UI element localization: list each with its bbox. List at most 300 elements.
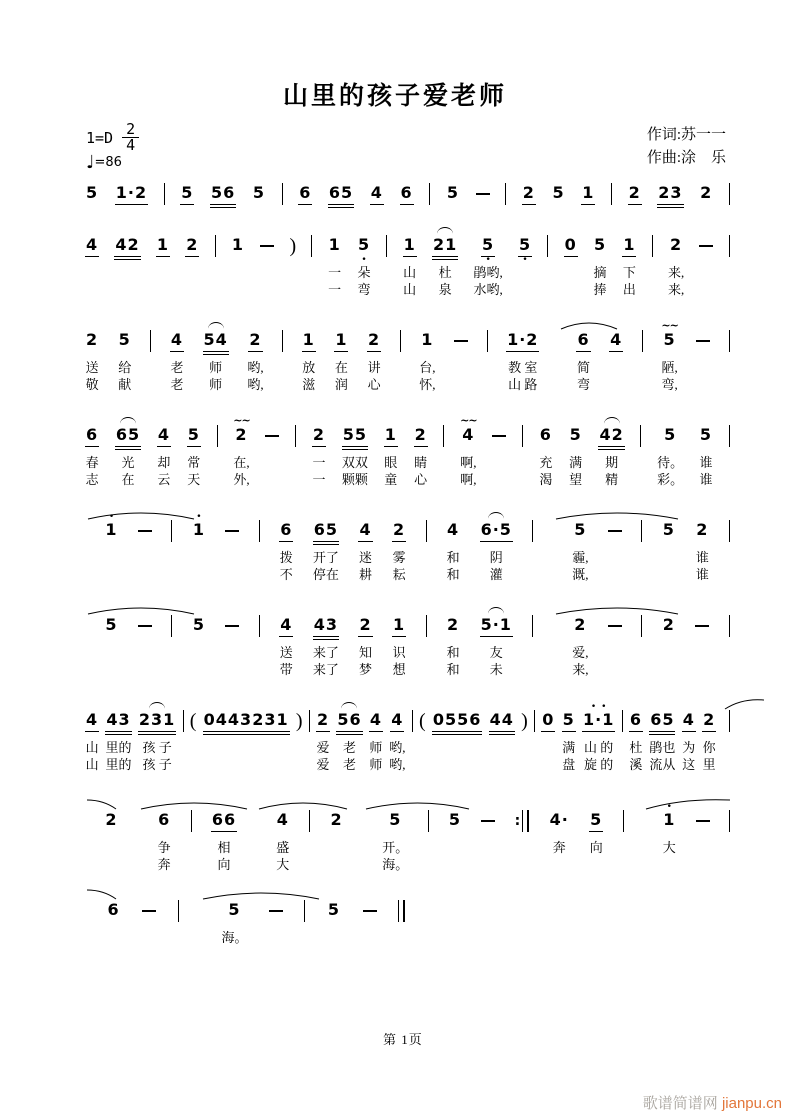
note-cell — [336, 697, 362, 773]
note-cell — [115, 412, 141, 488]
barline — [282, 330, 283, 352]
lyric-line1: 满 — [569, 455, 583, 470]
note-cell — [403, 222, 417, 298]
lyric-line2: 啊, — [460, 472, 477, 487]
note-cell — [489, 697, 515, 773]
lyric-line1: 简 — [577, 360, 591, 375]
note-cell — [203, 697, 290, 773]
lyric-line1: 杜 — [629, 740, 643, 755]
note-cell — [118, 317, 132, 393]
lyric-line1: 光 — [121, 455, 135, 470]
dash-cell — [481, 797, 495, 873]
note: 2 — [392, 521, 406, 542]
note-cell — [549, 797, 570, 873]
note-cell — [85, 412, 99, 488]
duration-dash — [454, 340, 468, 342]
duration-dash — [476, 193, 490, 195]
barline — [532, 520, 533, 542]
note-cell — [247, 317, 263, 393]
octave-dot-below: • — [485, 255, 491, 265]
lyric-line1: 山 — [85, 740, 99, 755]
score-system — [85, 887, 405, 963]
lyric-line1: 友 — [489, 645, 503, 660]
note: 2 — [185, 236, 199, 257]
note-cell — [313, 602, 339, 678]
note: 5 — [327, 900, 341, 919]
note-cell — [682, 697, 696, 773]
note-cell — [233, 412, 249, 488]
note-cell — [432, 222, 458, 298]
tie-arc — [488, 512, 504, 519]
note: 5 — [552, 183, 565, 202]
note: 2 — [358, 616, 372, 637]
barline — [429, 183, 430, 205]
note-cell — [170, 317, 184, 393]
score-system — [85, 222, 730, 298]
barline-cell — [547, 222, 548, 298]
lyric-line2: 山 — [85, 757, 99, 772]
lyric-line1: 奔 — [552, 840, 566, 855]
note: 6 — [298, 184, 312, 205]
barline — [259, 520, 260, 542]
lyric-line1: 鹃也 — [649, 740, 676, 755]
note-cell — [358, 507, 372, 583]
note: 23 — [657, 184, 683, 205]
note: 5 — [105, 615, 118, 634]
note: 1 — [334, 331, 348, 352]
barline — [426, 520, 427, 542]
barline — [729, 425, 730, 447]
lyric-line1: 下 — [622, 265, 636, 280]
duration-dash — [142, 910, 156, 912]
lyric-line2: 云 — [157, 472, 171, 487]
note: 2 — [522, 184, 536, 205]
lyric-line2: 灌 — [489, 567, 503, 582]
lyric-line1: 台, — [419, 360, 436, 375]
note: 43 — [105, 711, 131, 732]
barline — [171, 520, 172, 542]
barline-cell — [729, 317, 730, 393]
lyric-line2: 精 — [605, 472, 619, 487]
lyric-line2: 滋 — [302, 377, 316, 392]
barline — [309, 810, 310, 832]
barline — [623, 810, 624, 832]
parenthesis-cell — [190, 697, 197, 773]
tie-arc — [341, 702, 357, 709]
lyric-line2: 在 — [121, 472, 135, 487]
note: 1 — [302, 331, 316, 352]
barline-cell — [309, 697, 310, 773]
note-cell — [392, 602, 406, 678]
note: 6 — [539, 425, 552, 444]
lyric-line2: 谁 — [695, 567, 709, 582]
note: 1 — [105, 520, 118, 539]
lyric-line1: 山 — [403, 265, 417, 280]
lyric-line2: 梦 — [359, 662, 373, 677]
lyric-line2: 渴 — [539, 472, 553, 487]
lyric-line2: 水哟, — [473, 282, 503, 297]
barline — [304, 900, 305, 922]
lyric-line1: 啊, — [460, 455, 477, 470]
lyric-line2: 来, — [667, 282, 685, 297]
note: 6 — [158, 810, 171, 829]
lyric-line1: 朵 — [357, 265, 371, 280]
lyric-line1: 你 — [702, 740, 716, 755]
lyric-line1: 眼 — [384, 455, 398, 470]
duration-dash — [492, 435, 506, 437]
dash-cell — [696, 317, 710, 393]
lyric-line1: 争 — [157, 840, 171, 855]
final-barline — [398, 900, 405, 922]
note: 0556 — [432, 711, 483, 732]
barline-cell — [522, 412, 523, 488]
barline-cell — [623, 797, 624, 873]
note-cell — [539, 412, 553, 488]
note: 5 — [357, 235, 371, 254]
barline-cell — [217, 412, 218, 488]
watermark-site-link[interactable]: jianpu.cn — [721, 1095, 782, 1112]
note: 6 — [629, 711, 643, 732]
lyric-line2: 心 — [367, 377, 381, 392]
barline — [426, 615, 427, 637]
lyric-line1: 讲 — [367, 360, 381, 375]
trill-ornament-icon: ~~ — [460, 414, 477, 427]
barline — [178, 900, 179, 922]
barline-cell — [729, 602, 730, 678]
barline — [532, 615, 533, 637]
lyric-line2: 里 — [702, 757, 716, 772]
note: 4 — [370, 184, 384, 205]
duration-dash — [608, 530, 622, 532]
note-cell — [358, 602, 372, 678]
barline — [428, 810, 429, 832]
lyric-line1: 向 — [589, 840, 603, 855]
note: 43 — [313, 616, 339, 637]
lyric-line2: 心 — [414, 472, 428, 487]
song-title: 山里的孩子爱老师 — [282, 83, 507, 110]
lyric-line1: 开了 — [312, 550, 339, 565]
lyric-line2: 弯 — [357, 282, 371, 297]
note-cell — [85, 697, 99, 773]
note: 5 — [562, 711, 576, 732]
parenthesis: ) — [295, 710, 303, 732]
note: 4· — [549, 810, 569, 829]
tempo-value: =86 — [94, 155, 122, 170]
note: 231 — [138, 711, 176, 732]
note: 5 — [664, 425, 677, 444]
note: 6 — [107, 900, 120, 919]
note-cell — [312, 412, 326, 488]
lyric-line2: 盘 — [562, 757, 576, 772]
lyric-line2: 奔 — [157, 857, 171, 872]
dash-cell — [699, 222, 713, 298]
note-cell — [105, 697, 131, 773]
tie-arc — [149, 702, 165, 709]
key-signature — [86, 122, 139, 153]
note: 5 — [699, 425, 713, 444]
note: 21 — [432, 236, 458, 257]
barline — [183, 710, 184, 732]
barline-cell — [532, 507, 533, 583]
barline — [295, 425, 296, 447]
lyric-line1: 雾 — [392, 550, 406, 565]
note-cell — [389, 697, 405, 773]
note: 56 — [210, 184, 236, 205]
note: 5 — [180, 184, 194, 205]
note: 1 — [328, 235, 341, 254]
barline-cell — [532, 602, 533, 678]
lyric-line2: 旋 的 — [584, 757, 614, 772]
barline-cell — [183, 697, 184, 773]
barline — [282, 183, 283, 205]
lyric-line2: 未 — [489, 662, 503, 677]
lyric-line1: 为 — [682, 740, 696, 755]
note: 4 — [609, 331, 623, 352]
note: 4 — [358, 521, 372, 542]
lyric-line1: 阴 — [489, 550, 503, 565]
time-signature — [122, 122, 139, 153]
barline-cell — [487, 317, 488, 393]
note: 4 — [276, 810, 289, 829]
lyric-line1: 睛 — [414, 455, 428, 470]
barline — [729, 520, 730, 542]
lyric-line1: 一 — [328, 265, 342, 280]
note: 6 — [400, 184, 414, 205]
note: 65 — [649, 711, 675, 732]
duration-dash — [696, 340, 710, 342]
lyric-line2: 溉, — [572, 567, 589, 582]
lyric-line1: 送 — [279, 645, 293, 660]
note: 6·5 — [480, 521, 513, 542]
note: 54 — [203, 331, 229, 352]
note-cell — [313, 507, 339, 583]
duration-dash — [481, 820, 495, 822]
note: 5 — [574, 520, 587, 539]
note: 65 — [115, 426, 141, 447]
lyric-line1: 一 — [312, 455, 326, 470]
note: 5 — [663, 330, 676, 349]
note-cell — [85, 222, 99, 298]
note: 66 — [211, 811, 237, 832]
note: 2 — [86, 330, 99, 349]
note: 2 — [696, 520, 709, 539]
note: 2 — [662, 615, 675, 634]
octave-dot-below: • — [522, 255, 528, 265]
lyric-line1: 来了 — [312, 645, 339, 660]
final-bar-cell — [398, 887, 405, 963]
lyric-line2: 来了 — [312, 662, 339, 677]
note-cell — [419, 317, 435, 393]
note-cell — [138, 697, 176, 773]
note: 1 — [622, 236, 636, 257]
note: 2 — [670, 235, 683, 254]
lyric-line1: 老 — [170, 360, 184, 375]
page-number: 第 1页 — [383, 1032, 423, 1047]
score-system — [85, 507, 730, 583]
duration-dash — [695, 625, 709, 627]
duration-dash — [608, 625, 622, 627]
lyric-line1: 爱, — [572, 645, 589, 660]
duration-dash — [138, 530, 152, 532]
barline — [171, 615, 172, 637]
note: 4 — [369, 711, 383, 732]
lyric-line1: 盛 — [276, 840, 290, 855]
lyric-line1: 教 室 — [508, 360, 538, 375]
lyric-line1: 霾, — [572, 550, 589, 565]
quarter-note-icon: ♩ — [86, 152, 95, 173]
barline — [400, 330, 401, 352]
dash-cell — [225, 602, 239, 678]
note-cell — [506, 317, 539, 393]
lyric-line2: 耕 — [359, 567, 373, 582]
note: 4 — [279, 616, 293, 637]
barline-cell — [426, 507, 427, 583]
lyric-line2: 老 — [342, 757, 356, 772]
note-cell — [334, 317, 348, 393]
barline-cell — [282, 317, 283, 393]
lyric-line2: 一 — [328, 282, 342, 297]
note-cell — [473, 222, 502, 298]
lyric-line1: 开。 — [382, 840, 409, 855]
note-cell — [562, 697, 576, 773]
note: 2 — [235, 425, 248, 444]
note: 5 — [446, 183, 459, 202]
lyric-line2: 爱 — [316, 757, 330, 772]
lyric-line1: 老 — [342, 740, 356, 755]
note-cell — [185, 222, 199, 298]
barline-cell — [640, 412, 641, 488]
barline — [443, 425, 444, 447]
key-label: 1=D — [86, 128, 114, 147]
note: 5 — [518, 236, 532, 257]
note: 1·2 — [506, 331, 539, 352]
lyric-line1: 山 的 — [584, 740, 614, 755]
barline-cell — [426, 602, 427, 678]
lyric-line1: 哟, — [389, 740, 406, 755]
note: 5 — [252, 183, 265, 202]
note-cell — [649, 697, 675, 773]
lyric-line2: 谁 — [699, 472, 713, 487]
note: 5 — [593, 235, 607, 254]
duration-dash — [696, 820, 710, 822]
score-system — [85, 602, 730, 678]
lyric-line1: 和 — [446, 645, 460, 660]
note-cell — [699, 412, 713, 488]
lyric-line1: 爱 — [316, 740, 330, 755]
lyric-line1: 师 — [209, 360, 223, 375]
note: 2 — [700, 183, 713, 202]
barline-cell — [259, 602, 260, 678]
lyric-line1: 谁 — [699, 455, 713, 470]
note-cell — [302, 317, 316, 393]
note-cell — [661, 317, 677, 393]
barline — [611, 183, 612, 205]
lyric-line1: 在 — [334, 360, 348, 375]
note-cell — [369, 697, 383, 773]
parenthesis-cell — [296, 697, 303, 773]
barline-cell — [311, 222, 312, 298]
note: 5 — [118, 330, 131, 349]
note-cell — [432, 697, 483, 773]
lyric-line2: 溪 — [629, 757, 643, 772]
lyric-line2: 童 — [384, 472, 398, 487]
barline — [547, 235, 548, 257]
lyric-line2: 向 — [217, 857, 231, 872]
note-cell — [156, 222, 170, 298]
barline — [522, 425, 523, 447]
note: 56 — [336, 711, 362, 732]
duration-dash — [260, 245, 274, 247]
dash-cell — [363, 887, 377, 963]
barline — [505, 183, 506, 205]
lyric-line2: 里的 — [105, 757, 132, 772]
note: 1 — [392, 616, 406, 637]
barline — [191, 810, 192, 832]
barline-cell — [729, 222, 730, 298]
barline — [412, 710, 413, 732]
note: 2 — [574, 615, 587, 634]
note: 5 — [192, 615, 205, 634]
lyric-line1: 杜 — [438, 265, 452, 280]
note-cell — [357, 222, 371, 298]
note: 2 — [105, 810, 118, 829]
lyric-line2: 海。 — [382, 857, 409, 872]
note: 0 — [541, 711, 555, 732]
parenthesis: ( — [418, 710, 426, 732]
composer-credit: 作曲:涂 乐 — [646, 150, 726, 166]
tie-arc — [208, 322, 224, 329]
note: 6 — [576, 331, 590, 352]
barline-cell — [729, 412, 730, 488]
barline-cell — [622, 697, 623, 773]
note-cell — [367, 317, 381, 393]
note-cell — [392, 507, 406, 583]
lyric-line2: 捧 — [593, 282, 607, 297]
barline — [150, 330, 151, 352]
lyric-line1: 哟, — [247, 360, 264, 375]
note-cell — [702, 697, 716, 773]
barline-cell — [534, 697, 535, 773]
lyric-line1: 知 — [359, 645, 373, 660]
duration-dash — [138, 625, 152, 627]
note-cell — [384, 412, 398, 488]
note: 5 — [481, 236, 495, 257]
note-cell — [622, 222, 636, 298]
octave-dot-above: •• — [590, 702, 612, 712]
lyric-line2: 师 — [369, 757, 383, 772]
note-cell — [203, 317, 229, 393]
note: 1 — [663, 810, 676, 829]
barline — [217, 425, 218, 447]
lyric-line2: 望 — [569, 472, 583, 487]
duration-dash — [269, 910, 283, 912]
note: 1 — [384, 426, 398, 447]
note-cell — [598, 412, 624, 488]
barline-cell — [386, 222, 387, 298]
lyric-line1: 期 — [605, 455, 619, 470]
lyric-line1: 春 — [85, 455, 99, 470]
lyric-line2: 想 — [392, 662, 406, 677]
lyric-line1: 大 — [662, 840, 676, 855]
note-cell — [582, 697, 615, 773]
barline — [164, 183, 165, 205]
note: 4 — [682, 711, 696, 732]
note: 42 — [598, 426, 624, 447]
dash-cell — [695, 602, 709, 678]
note: 5 — [448, 810, 462, 829]
duration-dash — [225, 530, 239, 532]
duration-dash — [265, 435, 279, 437]
